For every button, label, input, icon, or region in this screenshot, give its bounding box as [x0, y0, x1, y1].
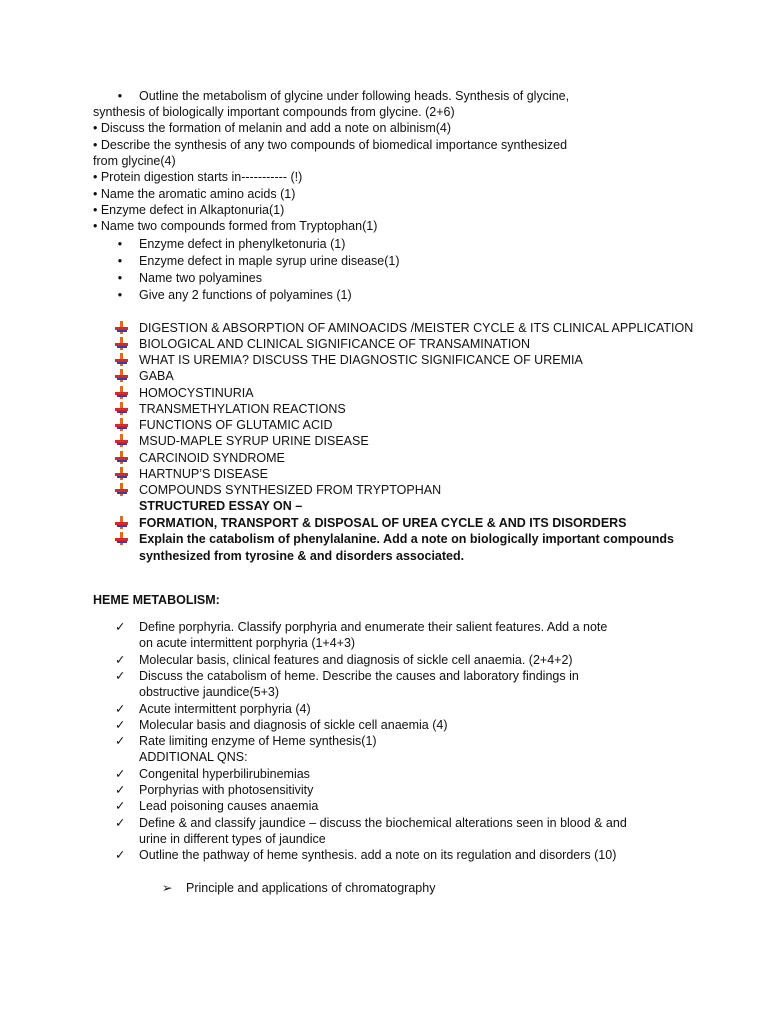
cross-plus-icon — [115, 386, 129, 400]
list-item: from glycine(4) — [93, 154, 176, 168]
list-item: synthesis of biologically important compounds from glycine. (2+6) — [93, 105, 455, 119]
list-item: Molecular basis, clinical features and diagnosis of sickle cell anaemia. (2+4+2) — [139, 653, 573, 667]
list-item: • Protein digestion starts in----------- (!) — [93, 170, 303, 184]
list-item: Define porphyria. Classify porphyria and enumerate their salient features. Add a note — [139, 620, 608, 634]
list-item: Give any 2 functions of polyamines (1) — [139, 288, 352, 302]
check-icon: ✓ — [115, 718, 126, 732]
list-item: • Name the aromatic amino acids (1) — [93, 187, 296, 201]
check-icon: ✓ — [115, 783, 126, 797]
bullet-dot: • — [117, 288, 123, 302]
list-item: STRUCTURED ESSAY ON – — [139, 499, 303, 513]
list-item: Enzyme defect in phenylketonuria (1) — [139, 237, 346, 251]
list-item: CARCINOID SYNDROME — [139, 451, 285, 465]
list-item: FORMATION, TRANSPORT & DISPOSAL OF UREA CYCLE & AND ITS DISORDERS — [139, 516, 627, 530]
cross-plus-icon — [115, 353, 129, 367]
cross-plus-icon — [115, 483, 129, 497]
list-item: Porphyrias with photosensitivity — [139, 783, 314, 797]
list-item: synthesized from tyrosine & and disorders associated. — [139, 549, 465, 563]
cross-plus-icon — [115, 516, 129, 530]
check-icon: ✓ — [115, 669, 126, 683]
cross-plus-icon — [115, 369, 129, 383]
list-item: Principle and applications of chromatography — [186, 881, 436, 895]
check-icon: ✓ — [115, 848, 126, 862]
list-item: Name two polyamines — [139, 271, 262, 285]
list-item: Outline the metabolism of glycine under following heads. Synthesis of glycine, — [139, 89, 570, 103]
list-item: Rate limiting enzyme of Heme synthesis(1) — [139, 734, 377, 748]
list-item: FUNCTIONS OF GLUTAMIC ACID — [139, 418, 333, 432]
arrow-bullet-icon: ➢ — [162, 881, 173, 895]
cross-plus-icon — [115, 321, 129, 335]
cross-plus-icon — [115, 434, 129, 448]
bullet-dot: • — [117, 89, 123, 103]
list-item: Discuss the catabolism of heme. Describe the causes and laboratory findings in — [139, 669, 579, 683]
section-heading: HEME METABOLISM: — [93, 593, 220, 607]
check-icon: ✓ — [115, 653, 126, 667]
list-item: • Name two compounds formed from Tryptophan(1) — [93, 219, 378, 233]
list-item: Lead poisoning causes anaemia — [139, 799, 319, 813]
list-item: • Describe the synthesis of any two compounds of biomedical importance synthesized — [93, 138, 568, 152]
list-item: Acute intermittent porphyria (4) — [139, 702, 311, 716]
list-item: ADDITIONAL QNS: — [139, 750, 248, 764]
list-item: HARTNUP’S DISEASE — [139, 467, 268, 481]
cross-plus-icon — [115, 467, 129, 481]
list-item: BIOLOGICAL AND CLINICAL SIGNIFICANCE OF TRANSAMINATION — [139, 337, 531, 351]
list-item: urine in different types of jaundice — [139, 832, 326, 846]
check-icon: ✓ — [115, 799, 126, 813]
bullet-dot: • — [117, 237, 123, 251]
check-icon: ✓ — [115, 816, 126, 830]
list-item: COMPOUNDS SYNTHESIZED FROM TRYPTOPHAN — [139, 483, 442, 497]
list-item: Molecular basis and diagnosis of sickle cell anaemia (4) — [139, 718, 448, 732]
list-item: WHAT IS UREMIA? DISCUSS THE DIAGNOSTIC SIGNIFICANCE OF UREMIA — [139, 353, 583, 367]
list-item: Define & and classify jaundice – discuss the biochemical alterations seen in blood & and — [139, 816, 627, 830]
list-item: TRANSMETHYLATION REACTIONS — [139, 402, 346, 416]
list-item: DIGESTION & ABSORPTION OF AMINOACIDS /MEISTER CYCLE & ITS CLINICAL APPLICATION — [139, 321, 694, 335]
bullet-dot: • — [117, 254, 123, 268]
list-item: GABA — [139, 369, 174, 383]
list-item: • Discuss the formation of melanin and add a note on albinism(4) — [93, 121, 452, 135]
check-icon: ✓ — [115, 702, 126, 716]
list-item: on acute intermittent porphyria (1+4+3) — [139, 636, 356, 650]
list-item: Congenital hyperbilirubinemias — [139, 767, 310, 781]
cross-plus-icon — [115, 402, 129, 416]
list-item: HOMOCYSTINURIA — [139, 386, 254, 400]
cross-plus-icon — [115, 451, 129, 465]
list-item: MSUD-MAPLE SYRUP URINE DISEASE — [139, 434, 369, 448]
bullet-dot: • — [117, 271, 123, 285]
check-icon: ✓ — [115, 734, 126, 748]
list-item: Enzyme defect in maple syrup urine disease(1) — [139, 254, 400, 268]
cross-plus-icon — [115, 418, 129, 432]
cross-plus-icon — [115, 532, 129, 546]
list-item: Outline the pathway of heme synthesis. add a note on its regulation and disorders (10) — [139, 848, 617, 862]
cross-plus-icon — [115, 337, 129, 351]
check-icon: ✓ — [115, 620, 126, 634]
check-icon: ✓ — [115, 767, 126, 781]
list-item: obstructive jaundice(5+3) — [139, 685, 280, 699]
list-item: • Enzyme defect in Alkaptonuria(1) — [93, 203, 285, 217]
list-item: Explain the catabolism of phenylalanine. Add a note on biologically important compounds — [139, 532, 675, 546]
